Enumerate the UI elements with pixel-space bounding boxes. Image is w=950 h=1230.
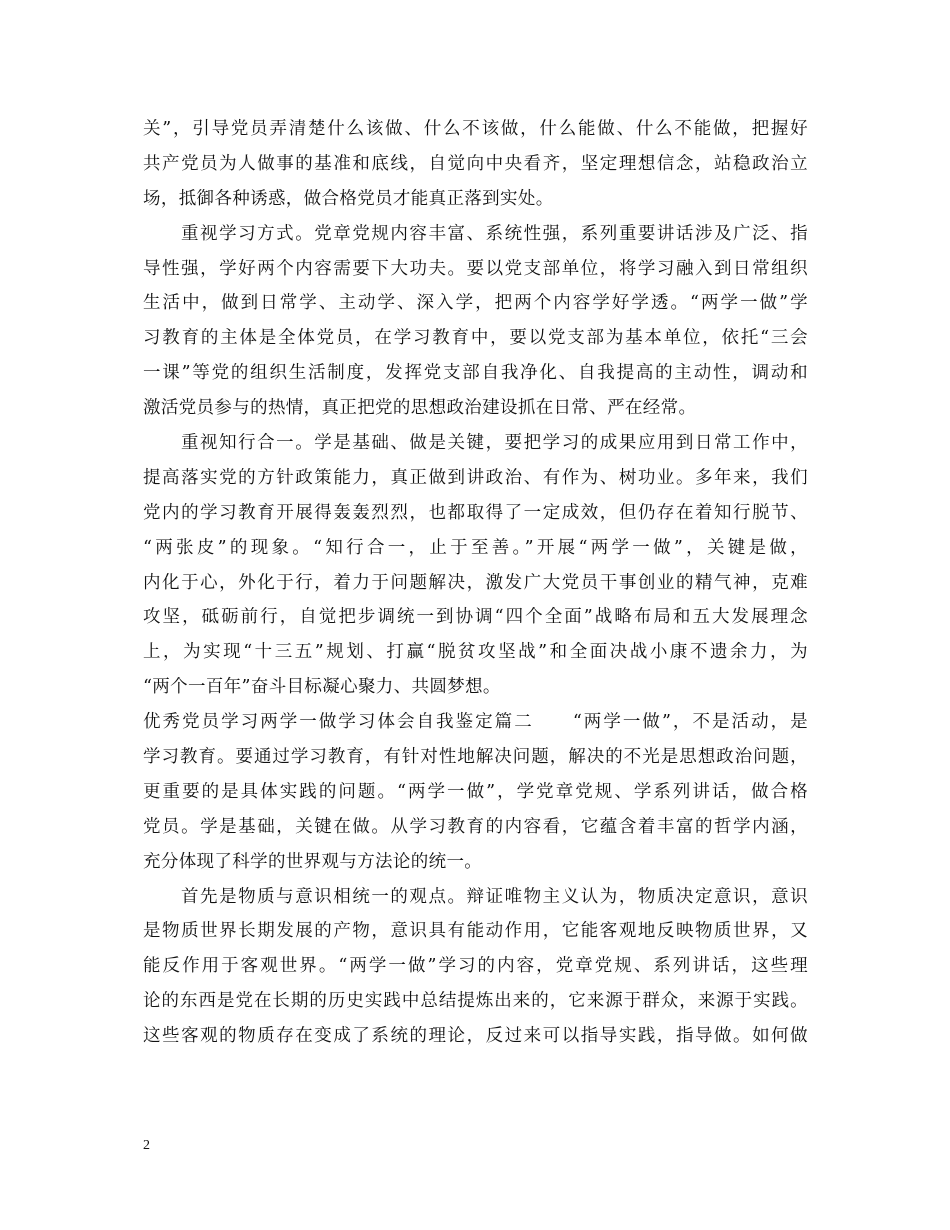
text-line: 论的东西是党在长期的历史实践中总结提炼出来的，它来源于群众，来源于实践。	[143, 991, 808, 1012]
text-line: 攻坚，砥砺前行，自觉把步调统一到协调“四个全面”战略布局和五大发展理念	[143, 607, 808, 628]
text-line: 党员。学是基础，关键在做。从学习教育的内容看，它蕴含着丰富的哲学内涵，	[143, 816, 808, 837]
text-line: 重视知行合一。学是基础、做是关键，要把学习的成果应用到日常工作中，	[181, 433, 808, 454]
body-text	[143, 112, 808, 1054]
text-line: 首先是物质与意识相统一的观点。辩证唯物主义认为，物质决定意识，意识	[181, 886, 808, 907]
page-number: 2	[143, 1138, 150, 1153]
text-line: 上，为实现“十三五”规划、打赢“脱贫攻坚战”和全面决战小康不遗余力，为	[143, 642, 808, 663]
text-line: 内化于心，外化于行，着力于问题解决，激发广大党员干事创业的精气神，克难	[143, 572, 808, 593]
text-line: 习教育的主体是全体党员，在学习教育中，要以党支部为基本单位，依托“三会	[143, 328, 808, 349]
text-line: 充分体现了科学的世界观与方法论的统一。	[143, 851, 483, 872]
text-line: “两张皮”的现象。“知行合一，止于至善。”开展“两学一做”，关键是做，	[143, 537, 808, 558]
text-line: 更重要的是具体实践的问题。“两学一做”，学党章党规、学系列讲话，做合格	[143, 781, 808, 802]
text-line: 关”，引导党员弄清楚什么该做、什么不该做，什么能做、什么不能做，把握好	[143, 119, 808, 139]
text-line: 一课”等党的组织生活制度，发挥党支部自我净化、自我提高的主动性，调动和	[143, 363, 808, 384]
text-line: 是物质世界长期发展的产物，意识具有能动作用，它能客观地反映物质世界，又	[143, 921, 808, 942]
text-line: 重视学习方式。党章党规内容丰富、系统性强，系列重要讲话涉及广泛、指	[181, 223, 808, 244]
text-line: 学习教育。要通过学习教育，有针对性地解决问题，解决的不光是思想政治问题，	[143, 747, 808, 768]
text-line: 场，抵御各种诱惑，做合格党员才能真正落到实处。	[143, 188, 554, 209]
text-line: “两个一百年”奋斗目标凝心聚力、共圆梦想。	[143, 677, 501, 698]
text-line: 共产党员为人做事的基准和底线，自觉向中央看齐，坚定理想信念，站稳政治立	[143, 153, 808, 174]
text-line: 这些客观的物质存在变成了系统的理论，反过来可以指导实践，指导做。如何做	[143, 1026, 808, 1047]
text-line: 导性强，学好两个内容需要下大功夫。要以党支部单位，将学习融入到日常组织	[143, 258, 808, 279]
text-line: 提高落实党的方针政策能力，真正做到讲政治、有作为、树功业。多年来，我们	[143, 467, 808, 488]
text-line: 能反作用于客观世界。“两学一做”学习的内容，党章党规、系列讲话，这些理	[143, 956, 808, 977]
text-line: 生活中，做到日常学、主动学、深入学，把两个内容学好学透。“两学一做”学	[143, 293, 808, 314]
text-line: 优秀党员学习两学一做学习体会自我鉴定篇二 “两学一做”，不是活动，是	[143, 712, 808, 733]
text-line: 激活党员参与的热情，真正把党的思想政治建设抓在日常、严在经常。	[143, 398, 697, 419]
text-line: 党内的学习教育开展得轰轰烈烈，也都取得了一定成效，但仍存在着知行脱节、	[143, 502, 808, 523]
